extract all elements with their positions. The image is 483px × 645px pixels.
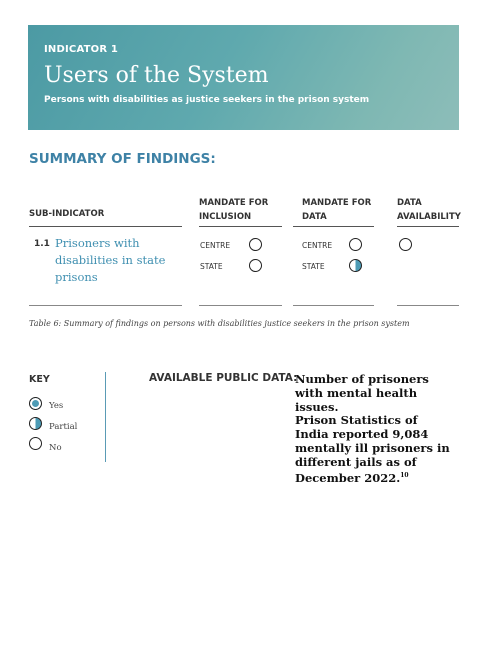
col-availability-line1: DATA xyxy=(397,198,422,208)
page-title: Users of the System xyxy=(44,63,269,88)
inclusion-state-status-icon xyxy=(249,259,262,272)
col-mandate-inclusion-line2: INCLUSION xyxy=(199,212,252,222)
circle-filled-icon xyxy=(29,397,42,410)
header-divider xyxy=(293,226,374,227)
inclusion-centre-status-icon xyxy=(249,238,262,251)
inclusion-centre-label: CENTRE xyxy=(200,241,231,250)
availability-status-icon xyxy=(399,238,412,251)
key-partial-label: Partial xyxy=(49,422,78,432)
data-centre-status-icon xyxy=(349,238,362,251)
sub-indicator-text: Prisoners with disabilities in state prisons xyxy=(55,236,166,284)
circle-empty-icon xyxy=(29,437,42,450)
col-mandate-data-line2: DATA xyxy=(302,212,327,222)
key-divider xyxy=(105,372,106,462)
public-data-paragraph-2 xyxy=(295,413,455,485)
key-yes-label: Yes xyxy=(49,401,64,411)
header-divider xyxy=(199,226,282,227)
col-mandate-data-line1: MANDATE FOR xyxy=(302,198,372,208)
public-data-paragraph-1: Number of prisoners with mental health issues. xyxy=(295,372,429,414)
col-availability-line2: AVAILABILITY xyxy=(397,212,461,222)
table-caption: Table 6: Summary of findings on persons with disabilities justice seekers in the prison system xyxy=(29,319,410,328)
summary-heading: SUMMARY OF FINDINGS: xyxy=(29,151,216,167)
page-subtitle: Persons with disabilities as justice seekers in the prison system xyxy=(44,95,370,105)
available-public-data-label: AVAILABLE PUBLIC DATA: xyxy=(149,372,298,384)
key-no-label: No xyxy=(49,443,62,453)
header-divider xyxy=(29,226,182,227)
public-data-paragraph-2-text: Prison Statistics of India reported 9,084 mentally ill prisoners in different jails as of December 2022. xyxy=(295,413,450,485)
col-mandate-inclusion-line1: MANDATE FOR xyxy=(199,198,269,208)
footnote-marker: 10 xyxy=(400,472,409,479)
key-title: KEY xyxy=(29,374,50,385)
row-divider xyxy=(29,305,182,306)
indicator-label: INDICATOR 1 xyxy=(44,44,119,55)
header-divider xyxy=(397,226,459,227)
inclusion-state-label: STATE xyxy=(200,262,223,271)
row-divider xyxy=(199,305,282,306)
data-centre-label: CENTRE xyxy=(302,241,333,250)
col-data-availability xyxy=(397,196,461,224)
indicator-banner xyxy=(28,25,459,130)
row-divider xyxy=(397,305,459,306)
col-mandate-inclusion xyxy=(199,196,268,224)
row-divider xyxy=(293,305,374,306)
circle-half-icon xyxy=(29,417,42,430)
data-state-label: STATE xyxy=(302,262,325,271)
col-mandate-data xyxy=(302,196,371,224)
row-number: 1.1 xyxy=(34,239,50,249)
data-state-partial-icon xyxy=(349,259,362,272)
col-sub-indicator: SUB-INDICATOR xyxy=(29,209,105,219)
